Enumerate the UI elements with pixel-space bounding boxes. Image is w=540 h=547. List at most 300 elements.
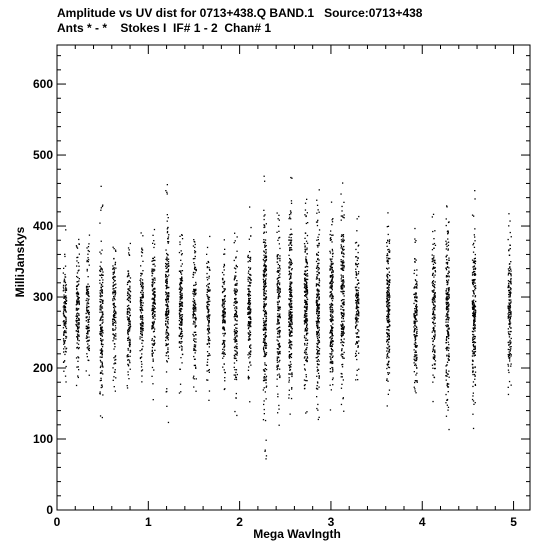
data-point xyxy=(66,288,67,289)
data-point xyxy=(235,298,236,299)
data-point xyxy=(206,379,207,380)
data-point xyxy=(445,268,446,269)
data-point xyxy=(225,295,226,296)
data-point xyxy=(291,331,292,332)
data-point xyxy=(129,321,130,322)
data-point xyxy=(277,394,278,395)
data-point xyxy=(224,333,225,334)
data-point xyxy=(195,319,196,320)
data-point xyxy=(416,373,417,374)
data-point xyxy=(112,298,113,299)
data-point xyxy=(264,325,265,326)
y-tick-label: 0 xyxy=(46,503,53,517)
data-point xyxy=(180,292,181,293)
data-point xyxy=(140,315,141,316)
data-point xyxy=(291,309,292,310)
data-point xyxy=(448,374,449,375)
data-point xyxy=(342,262,343,263)
data-point xyxy=(446,248,447,249)
data-point xyxy=(115,280,116,281)
data-point xyxy=(472,295,473,296)
data-point xyxy=(447,266,448,267)
data-point xyxy=(318,294,319,295)
data-point xyxy=(342,366,343,367)
data-point xyxy=(341,275,342,276)
data-point xyxy=(78,326,79,327)
data-point xyxy=(264,214,265,215)
data-point xyxy=(416,329,417,330)
data-point xyxy=(332,356,333,357)
data-point xyxy=(343,293,344,294)
data-point xyxy=(266,455,267,456)
data-point xyxy=(389,351,390,352)
data-point xyxy=(102,303,103,304)
data-point xyxy=(115,369,116,370)
data-point xyxy=(79,340,80,341)
x-tick-label: 4 xyxy=(418,515,426,529)
data-point xyxy=(344,295,345,296)
data-point xyxy=(389,338,390,339)
data-point xyxy=(432,284,433,285)
data-point xyxy=(475,258,476,259)
data-point xyxy=(265,283,266,284)
data-point xyxy=(473,329,474,330)
data-point xyxy=(266,290,267,291)
data-point xyxy=(179,318,180,319)
data-point xyxy=(319,278,320,279)
data-point xyxy=(266,343,267,344)
data-point xyxy=(416,304,417,305)
data-point xyxy=(179,320,180,321)
data-point xyxy=(86,298,87,299)
data-point xyxy=(100,367,101,368)
data-point xyxy=(341,404,342,405)
data-point xyxy=(387,348,388,349)
data-point xyxy=(140,278,141,279)
data-point xyxy=(341,215,342,216)
data-point xyxy=(264,339,265,340)
data-point xyxy=(332,330,333,331)
data-point xyxy=(434,317,435,318)
data-point xyxy=(343,331,344,332)
data-point xyxy=(265,260,266,261)
data-point xyxy=(433,328,434,329)
data-point xyxy=(307,212,308,213)
data-point xyxy=(474,198,475,199)
data-point xyxy=(234,325,235,326)
data-point xyxy=(279,273,280,274)
data-point xyxy=(77,316,78,317)
data-point xyxy=(194,264,195,265)
data-point xyxy=(342,263,343,264)
data-point xyxy=(290,229,291,230)
data-point xyxy=(209,276,210,277)
data-point xyxy=(129,255,130,256)
data-point xyxy=(305,307,306,308)
data-point xyxy=(193,262,194,263)
data-point xyxy=(249,206,250,207)
data-point xyxy=(433,280,434,281)
data-point xyxy=(115,251,116,252)
data-point xyxy=(448,271,449,272)
data-point xyxy=(101,370,102,371)
data-point xyxy=(306,352,307,353)
data-point xyxy=(115,268,116,269)
data-point xyxy=(224,344,225,345)
data-point xyxy=(114,343,115,344)
data-point xyxy=(63,320,64,321)
data-point xyxy=(225,354,226,355)
data-point xyxy=(279,343,280,344)
data-point xyxy=(154,279,155,280)
data-point xyxy=(63,288,64,289)
data-point xyxy=(167,259,168,260)
data-point xyxy=(330,287,331,288)
data-point xyxy=(264,374,265,375)
data-point xyxy=(266,318,267,319)
data-point xyxy=(130,277,131,278)
data-point xyxy=(193,298,194,299)
data-point xyxy=(102,327,103,328)
data-point xyxy=(474,247,475,248)
data-point xyxy=(306,283,307,284)
data-point xyxy=(448,302,449,303)
data-point xyxy=(264,351,265,352)
data-point xyxy=(317,369,318,370)
data-point xyxy=(64,343,65,344)
data-point xyxy=(235,303,236,304)
data-point xyxy=(193,239,194,240)
data-point xyxy=(448,335,449,336)
data-point xyxy=(265,328,266,329)
data-point xyxy=(432,301,433,302)
data-point xyxy=(247,279,248,280)
data-point xyxy=(448,319,449,320)
data-point xyxy=(358,263,359,264)
data-point xyxy=(114,322,115,323)
data-point xyxy=(434,377,435,378)
data-point xyxy=(250,334,251,335)
data-point xyxy=(263,329,264,330)
data-point xyxy=(319,321,320,322)
data-point xyxy=(66,300,67,301)
data-point xyxy=(266,387,267,388)
data-point xyxy=(154,257,155,258)
data-point xyxy=(167,335,168,336)
data-point xyxy=(356,333,357,334)
data-point xyxy=(167,214,168,215)
data-point xyxy=(278,226,279,227)
data-point xyxy=(237,331,238,332)
data-point xyxy=(387,261,388,262)
data-point xyxy=(102,307,103,308)
data-point xyxy=(341,349,342,350)
data-point xyxy=(343,304,344,305)
data-point xyxy=(250,344,251,345)
data-point xyxy=(330,385,331,386)
data-point xyxy=(222,305,223,306)
data-point xyxy=(206,273,207,274)
data-point xyxy=(140,283,141,284)
data-point xyxy=(343,236,344,237)
data-point xyxy=(89,350,90,351)
data-point xyxy=(194,335,195,336)
data-point xyxy=(306,376,307,377)
data-point xyxy=(307,273,308,274)
data-point xyxy=(209,340,210,341)
data-point xyxy=(332,250,333,251)
data-point xyxy=(448,407,449,408)
data-point xyxy=(196,284,197,285)
data-point xyxy=(87,284,88,285)
data-point xyxy=(153,369,154,370)
data-point xyxy=(115,377,116,378)
data-point xyxy=(234,367,235,368)
data-point xyxy=(331,288,332,289)
data-point xyxy=(250,310,251,311)
data-point xyxy=(344,338,345,339)
data-point xyxy=(76,276,77,277)
data-point xyxy=(195,294,196,295)
data-point xyxy=(433,323,434,324)
data-point xyxy=(64,274,65,275)
data-point xyxy=(102,373,103,374)
data-point xyxy=(319,268,320,269)
data-point xyxy=(386,257,387,258)
data-point xyxy=(209,283,210,284)
data-point xyxy=(264,275,265,276)
data-point xyxy=(279,282,280,283)
data-point xyxy=(435,245,436,246)
data-point xyxy=(128,348,129,349)
data-point xyxy=(332,344,333,345)
data-point xyxy=(316,357,317,358)
data-point xyxy=(99,325,100,326)
data-point xyxy=(102,295,103,296)
data-point xyxy=(318,263,319,264)
data-point xyxy=(414,382,415,383)
data-point xyxy=(180,311,181,312)
data-point xyxy=(236,301,237,302)
data-point xyxy=(332,276,333,277)
data-point xyxy=(343,379,344,380)
data-point xyxy=(78,336,79,337)
data-point xyxy=(342,182,343,183)
data-point xyxy=(447,384,448,385)
data-point xyxy=(128,338,129,339)
data-point xyxy=(446,256,447,257)
data-point xyxy=(223,310,224,311)
data-point xyxy=(181,324,182,325)
data-point xyxy=(447,284,448,285)
data-point xyxy=(63,290,64,291)
data-point xyxy=(152,338,153,339)
data-point xyxy=(264,226,265,227)
data-point xyxy=(78,315,79,316)
data-point xyxy=(114,386,115,387)
data-point xyxy=(100,391,101,392)
data-point xyxy=(129,286,130,287)
data-point xyxy=(278,319,279,320)
data-point xyxy=(63,351,64,352)
data-point xyxy=(181,283,182,284)
data-point xyxy=(264,362,265,363)
data-point xyxy=(87,269,88,270)
data-point xyxy=(278,272,279,273)
data-point xyxy=(115,325,116,326)
data-point xyxy=(114,311,115,312)
data-point xyxy=(235,257,236,258)
data-point xyxy=(209,297,210,298)
data-point xyxy=(386,357,387,358)
data-point xyxy=(179,241,180,242)
data-point xyxy=(306,274,307,275)
data-point xyxy=(141,328,142,329)
data-point xyxy=(473,216,474,217)
data-point xyxy=(101,348,102,349)
data-point xyxy=(167,266,168,267)
data-point xyxy=(208,336,209,337)
data-point xyxy=(152,383,153,384)
data-point xyxy=(432,231,433,232)
data-point xyxy=(317,246,318,247)
data-point xyxy=(307,333,308,334)
data-point xyxy=(472,414,473,415)
data-point xyxy=(434,230,435,231)
data-point xyxy=(305,321,306,322)
data-point xyxy=(114,248,115,249)
data-point xyxy=(447,410,448,411)
data-point xyxy=(154,328,155,329)
data-point xyxy=(357,218,358,219)
data-point xyxy=(206,277,207,278)
data-point xyxy=(250,274,251,275)
data-point xyxy=(154,278,155,279)
data-point xyxy=(357,342,358,343)
data-point xyxy=(113,323,114,324)
data-point xyxy=(167,184,168,185)
data-point xyxy=(304,307,305,308)
data-point xyxy=(88,246,89,247)
data-point xyxy=(166,330,167,331)
data-point xyxy=(78,239,79,240)
data-point xyxy=(76,288,77,289)
data-point xyxy=(141,248,142,249)
data-point xyxy=(249,306,250,307)
data-point xyxy=(317,289,318,290)
data-point xyxy=(330,359,331,360)
data-point xyxy=(291,296,292,297)
data-point xyxy=(195,326,196,327)
data-point xyxy=(306,303,307,304)
data-point xyxy=(415,321,416,322)
data-point xyxy=(357,347,358,348)
data-point xyxy=(78,243,79,244)
data-point xyxy=(357,290,358,291)
data-point xyxy=(102,350,103,351)
data-point xyxy=(207,311,208,312)
data-point xyxy=(88,324,89,325)
data-point xyxy=(142,290,143,291)
data-point xyxy=(340,309,341,310)
data-point xyxy=(288,322,289,323)
data-point xyxy=(194,341,195,342)
data-point xyxy=(355,269,356,270)
data-point xyxy=(113,376,114,377)
data-point xyxy=(100,415,101,416)
data-point xyxy=(113,296,114,297)
data-point xyxy=(194,258,195,259)
data-point xyxy=(356,311,357,312)
data-point xyxy=(306,215,307,216)
data-point xyxy=(115,294,116,295)
data-point xyxy=(266,313,267,314)
data-point xyxy=(265,325,266,326)
data-point xyxy=(388,333,389,334)
data-point xyxy=(289,237,290,238)
data-point xyxy=(291,298,292,299)
data-point xyxy=(332,221,333,222)
data-point xyxy=(166,286,167,287)
data-point xyxy=(331,202,332,203)
data-point xyxy=(77,281,78,282)
data-point xyxy=(248,370,249,371)
data-point xyxy=(248,261,249,262)
data-point xyxy=(236,312,237,313)
y-tick-label: 400 xyxy=(32,219,53,234)
data-point xyxy=(413,314,414,315)
data-point xyxy=(250,321,251,322)
data-point xyxy=(472,395,473,396)
data-point xyxy=(193,291,194,292)
data-point xyxy=(87,254,88,255)
data-point xyxy=(388,322,389,323)
data-point xyxy=(224,322,225,323)
data-point xyxy=(250,348,251,349)
data-point xyxy=(194,241,195,242)
data-point xyxy=(236,379,237,380)
data-point xyxy=(288,381,289,382)
data-point xyxy=(264,232,265,233)
data-point xyxy=(356,305,357,306)
data-point xyxy=(332,370,333,371)
data-point xyxy=(114,269,115,270)
data-point xyxy=(235,338,236,339)
data-point xyxy=(209,355,210,356)
data-point xyxy=(152,283,153,284)
data-point xyxy=(317,388,318,389)
data-point xyxy=(306,285,307,286)
data-point xyxy=(152,282,153,283)
data-point xyxy=(101,250,102,251)
data-point xyxy=(358,369,359,370)
data-point xyxy=(89,345,90,346)
data-point xyxy=(331,258,332,259)
data-point xyxy=(141,353,142,354)
data-point xyxy=(195,352,196,353)
data-point xyxy=(142,315,143,316)
data-point xyxy=(168,355,169,356)
data-point xyxy=(279,375,280,376)
data-point xyxy=(307,243,308,244)
data-point xyxy=(65,316,66,317)
data-point xyxy=(248,339,249,340)
data-point xyxy=(319,348,320,349)
data-point xyxy=(332,346,333,347)
data-point xyxy=(306,327,307,328)
data-point xyxy=(206,294,207,295)
data-point xyxy=(248,327,249,328)
